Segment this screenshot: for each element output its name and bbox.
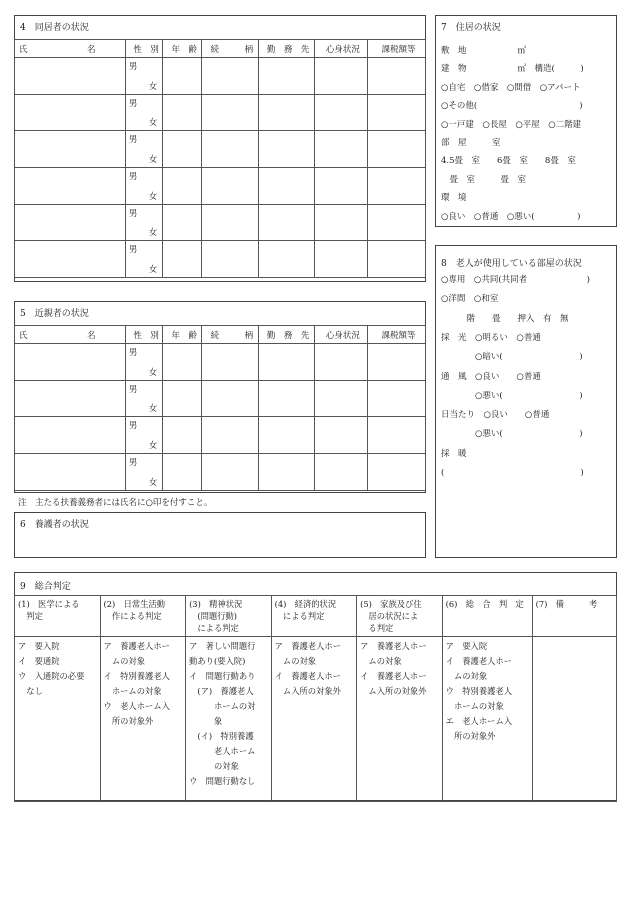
note-text: 注 主たる扶養義務者には氏名に○印を付すこと。 — [18, 498, 213, 508]
name-cell[interactable] — [15, 454, 126, 491]
tax-cell[interactable] — [368, 131, 426, 168]
male-label: 男 — [128, 348, 138, 358]
workplace-cell[interactable] — [258, 380, 314, 417]
condition-cell[interactable] — [314, 94, 368, 131]
relation-cell[interactable] — [202, 204, 259, 241]
form-line: 畳 室 畳 室 — [441, 174, 527, 185]
judgment-column-body[interactable]: ア 著しい問題行 動あり(要入院) イ 問題行動あり (ア) 養護老人 ホームの対 象 (イ) 特別養護 老人ホーム の対象 ウ 問題行動なし — [186, 637, 272, 802]
judgment-column-body[interactable]: ア 養護老人ホー ムの対象 イ 養護老人ホー ム入所の対象外 — [357, 637, 443, 802]
relatives-table — [14, 325, 426, 491]
condition-cell[interactable] — [314, 241, 368, 278]
female-label: 女 — [148, 265, 158, 276]
workplace-cell[interactable] — [258, 241, 314, 278]
workplace-cell[interactable] — [258, 417, 314, 454]
caregiver-title: 6 養護者の状況 — [20, 520, 89, 530]
form-line: ○自宅 ○借家 ○間借 ○アパート — [441, 82, 581, 93]
name-cell[interactable] — [15, 344, 126, 381]
relation-cell[interactable] — [202, 131, 259, 168]
table-row — [15, 58, 426, 95]
condition-cell[interactable] — [314, 58, 368, 95]
age-cell[interactable] — [163, 380, 202, 417]
male-label: 男 — [128, 135, 138, 146]
column-header: 年 齢 — [163, 40, 202, 58]
column-header: 続 柄 — [202, 40, 259, 58]
form-line: 建 物 ㎡ 構造( ) — [441, 64, 584, 75]
column-header: 心身状況 — [314, 326, 368, 344]
table-row — [15, 417, 426, 454]
judgment-table — [14, 595, 617, 802]
column-header: 勤 務 先 — [258, 326, 314, 344]
form-line: ○悪い( ) — [441, 390, 583, 401]
table-row — [15, 380, 426, 417]
table-row — [15, 454, 426, 491]
name-cell[interactable] — [15, 58, 126, 95]
judgment-column-body[interactable]: ア 要入院 イ 養護老人ホー ムの対象 ウ 特別養護老人 ホームの対象 エ 老人ホーム入 所の対象外 — [442, 637, 532, 802]
judgment-column-header: (4) 経済的状況 による判定 — [271, 596, 357, 637]
name-cell[interactable] — [15, 380, 126, 417]
form-line: 敷 地 ㎡ — [441, 46, 527, 56]
female-label: 女 — [148, 118, 158, 129]
condition-cell[interactable] — [314, 454, 368, 491]
sex-cell[interactable] — [125, 94, 162, 131]
caregiver-section — [14, 512, 426, 558]
relation-cell[interactable] — [202, 58, 259, 95]
form-line: 日当たり ○良い ○普通 — [441, 410, 550, 421]
column-header: 氏 名 — [15, 326, 126, 344]
form-line: ○良い ○普通 ○悪い( ) — [441, 211, 581, 222]
age-cell[interactable] — [163, 344, 202, 381]
form-line: 階 畳 押入 有 無 — [441, 313, 569, 324]
male-label: 男 — [128, 421, 138, 432]
judgment-column-header: (2) 日常生活動 作による判定 — [100, 596, 186, 637]
male-label: 男 — [128, 208, 138, 219]
condition-cell[interactable] — [314, 131, 368, 168]
form-line: ○一戸建 ○長屋 ○平屋 ○二階建 — [441, 119, 582, 130]
age-cell[interactable] — [163, 417, 202, 454]
male-label: 男 — [128, 98, 138, 109]
age-cell[interactable] — [163, 94, 202, 131]
condition-cell[interactable] — [314, 204, 368, 241]
form-line: 環 境 — [441, 193, 467, 204]
workplace-cell[interactable] — [258, 344, 314, 381]
sex-cell[interactable] — [125, 344, 162, 381]
workplace-cell[interactable] — [258, 94, 314, 131]
condition-cell[interactable] — [314, 344, 368, 381]
household-section — [14, 15, 426, 282]
column-header: 性 別 — [125, 40, 162, 58]
household-title: 4 同居者の状況 — [20, 23, 89, 33]
table-row — [15, 168, 426, 205]
female-label: 女 — [148, 477, 158, 488]
female-label: 女 — [148, 404, 158, 415]
housing-section — [435, 15, 617, 227]
elder-room-section — [435, 245, 617, 558]
judgment-column-body[interactable]: ア 養護老人ホー ムの対象 イ 養護老人ホー ム入所の対象外 — [271, 637, 357, 802]
name-cell[interactable] — [15, 168, 126, 205]
form-line: ○洋間 ○和室 — [441, 294, 499, 305]
female-label: 女 — [148, 81, 158, 92]
condition-cell[interactable] — [314, 417, 368, 454]
condition-cell[interactable] — [314, 168, 368, 205]
table-row — [15, 241, 426, 278]
tax-cell[interactable] — [368, 241, 426, 278]
male-label: 男 — [128, 172, 138, 183]
sex-cell[interactable] — [125, 417, 162, 454]
tax-cell[interactable] — [368, 94, 426, 131]
female-label: 女 — [148, 441, 158, 452]
age-cell[interactable] — [163, 131, 202, 168]
elder-room-title: 8 老人が使用している部屋の状況 — [441, 259, 582, 269]
workplace-cell[interactable] — [258, 58, 314, 95]
sex-cell[interactable] — [125, 380, 162, 417]
relation-cell[interactable] — [202, 417, 259, 454]
column-header: 勤 務 先 — [258, 40, 314, 58]
relation-cell[interactable] — [202, 380, 259, 417]
age-cell[interactable] — [163, 241, 202, 278]
workplace-cell[interactable] — [258, 168, 314, 205]
name-cell[interactable] — [15, 204, 126, 241]
age-cell[interactable] — [163, 168, 202, 205]
age-cell[interactable] — [163, 58, 202, 95]
column-header: 課税額等 — [368, 40, 426, 58]
age-cell[interactable] — [163, 204, 202, 241]
column-header: 課税額等 — [368, 326, 426, 344]
form-line: 採 暖 — [441, 448, 467, 459]
name-cell[interactable] — [15, 94, 126, 131]
sex-cell[interactable] — [125, 241, 162, 278]
sex-cell[interactable] — [125, 131, 162, 168]
judgment-column-header: (6) 総 合 判 定 — [442, 596, 532, 637]
form-line: ○悪い( ) — [441, 429, 583, 440]
workplace-cell[interactable] — [258, 131, 314, 168]
form-line: ○暗い( ) — [441, 352, 583, 363]
female-label: 女 — [148, 191, 158, 202]
tax-cell[interactable] — [368, 344, 426, 381]
male-label: 男 — [128, 458, 138, 469]
form-line: 4.5畳 室 6畳 室 8畳 室 — [441, 156, 576, 167]
tax-cell[interactable] — [368, 454, 426, 491]
male-label: 男 — [128, 62, 138, 72]
sex-cell[interactable] — [125, 204, 162, 241]
male-label: 男 — [128, 384, 138, 395]
name-cell[interactable] — [15, 241, 126, 278]
relation-cell[interactable] — [202, 344, 259, 381]
form-line: ○専用 ○共同(共同者 ) — [441, 275, 590, 285]
relation-cell[interactable] — [202, 454, 259, 491]
judgment-column-header: (7) 備 考 — [532, 596, 616, 637]
judgment-column-header: (1) 医学による 判定 — [15, 596, 101, 637]
table-row — [15, 204, 426, 241]
judgment-title: 9 総合判定 — [20, 582, 71, 592]
sex-cell[interactable] — [125, 168, 162, 205]
relatives-section — [14, 301, 426, 493]
form-line: 採 光 ○明るい ○普通 — [441, 332, 541, 343]
relation-cell[interactable] — [202, 241, 259, 278]
relation-cell[interactable] — [202, 168, 259, 205]
judgment-column-header: (3) 精神状況 (問題行動) による判定 — [186, 596, 272, 637]
table-row — [15, 131, 426, 168]
column-header: 氏 名 — [15, 40, 126, 58]
column-header: 性 別 — [125, 326, 162, 344]
condition-cell[interactable] — [314, 380, 368, 417]
workplace-cell[interactable] — [258, 204, 314, 241]
name-cell[interactable] — [15, 417, 126, 454]
name-cell[interactable] — [15, 131, 126, 168]
column-header: 続 柄 — [202, 326, 259, 344]
relation-cell[interactable] — [202, 94, 259, 131]
female-label: 女 — [148, 155, 158, 166]
table-row — [15, 344, 426, 381]
tax-cell[interactable] — [368, 168, 426, 205]
age-cell[interactable] — [163, 454, 202, 491]
form-line: 部 屋 室 — [441, 138, 501, 148]
housing-title: 7 住居の状況 — [441, 23, 501, 33]
judgment-column-body[interactable]: ア 要入院 イ 要通院 ウ 入通院の必要 なし — [15, 637, 101, 802]
tax-cell[interactable] — [368, 204, 426, 241]
sex-cell[interactable] — [125, 454, 162, 491]
judgment-column-body[interactable] — [532, 637, 616, 802]
judgment-column-body[interactable]: ア 養護老人ホー ムの対象 イ 特別養護老人 ホームの対象 ウ 老人ホーム入 所の対象外 — [100, 637, 186, 802]
relatives-title: 5 近親者の状況 — [20, 309, 89, 319]
household-table — [14, 39, 426, 278]
tax-cell[interactable] — [368, 380, 426, 417]
column-header: 心身状況 — [314, 40, 368, 58]
female-label: 女 — [148, 367, 158, 378]
form-line: ( ) — [441, 468, 584, 478]
workplace-cell[interactable] — [258, 454, 314, 491]
female-label: 女 — [148, 228, 158, 239]
tax-cell[interactable] — [368, 417, 426, 454]
column-header: 年 齢 — [163, 326, 202, 344]
sex-cell[interactable] — [125, 58, 162, 95]
form-line: 通 風 ○良い ○普通 — [441, 371, 541, 382]
male-label: 男 — [128, 245, 138, 256]
table-row — [15, 94, 426, 131]
judgment-section — [14, 572, 617, 801]
tax-cell[interactable] — [368, 58, 426, 95]
judgment-column-header: (5) 家族及び住 居の状況によ る判定 — [357, 596, 443, 637]
form-line: ○その他( ) — [441, 101, 583, 112]
